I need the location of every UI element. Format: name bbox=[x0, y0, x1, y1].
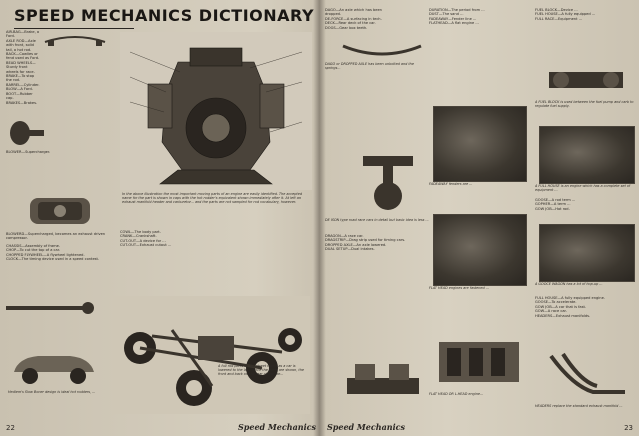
entry: BEAD WHEELS—Sturdy front wheels for race. bbox=[6, 60, 36, 74]
engine-cutaway-figure bbox=[120, 32, 312, 190]
right-page bbox=[321, 0, 639, 436]
left-footer-title: Speed Mechanics bbox=[238, 422, 316, 432]
entry: AIR-BAG—Brake, a Ford. bbox=[6, 30, 40, 39]
blower-entry bbox=[6, 150, 116, 190]
entry: CRANK—Crankshaft. bbox=[120, 234, 157, 239]
right-col1-entries bbox=[325, 8, 385, 38]
right-col1-entries-2 bbox=[325, 234, 425, 304]
fadeaway-photo bbox=[433, 106, 527, 182]
blowerd-entry: BLOWERD—Supercharged, becomes an exhaust driven compressor. bbox=[6, 232, 106, 241]
chassis-caption: A full rod parts on the street frame as a car is lowered to the last. Since the parts are shown, the front and back on the rear of the car... bbox=[218, 364, 304, 377]
entry: CUT-OUT—Exhaust cutout ... bbox=[120, 243, 172, 248]
entry: DURATION—The period from ... bbox=[429, 8, 485, 12]
entry: AXLE ROD—Axle with front, solid tail, a hot rod. bbox=[6, 38, 36, 52]
axle-figure bbox=[40, 28, 110, 52]
left-page-number: 22 bbox=[6, 424, 15, 432]
flathead-diagram bbox=[435, 334, 523, 390]
entry: FUEL BLOCK—Device ... bbox=[535, 8, 578, 12]
entry: FLATHEAD—A flat engine ... bbox=[429, 21, 479, 26]
entry: BLOWER—Supercharger. bbox=[6, 150, 51, 154]
entry: DAGO—An axle which has been dropped. bbox=[325, 8, 382, 17]
entry: FADEAWAY—Fender line ... bbox=[429, 16, 477, 21]
entry: BRAKE—To stop the rod. bbox=[6, 74, 35, 83]
fuelblock-caption: A FUEL BLOCK is used between the fuel pump and carb to regulate fuel supply. bbox=[535, 100, 634, 109]
entry: GOW JOB—A car that is fast. bbox=[535, 304, 587, 309]
entry: BACK—Cowlies or fend used as Ford. bbox=[6, 52, 40, 61]
flathead2-caption: FLAT HEAD OR L-HEAD engine... bbox=[429, 392, 484, 396]
entry: DUST—The sand ... bbox=[429, 12, 464, 17]
chassis-figure bbox=[112, 296, 310, 414]
blower-figure bbox=[24, 190, 100, 230]
entry: DECK—Rear deck of the car. bbox=[325, 21, 376, 26]
left-page bbox=[0, 0, 318, 436]
page-title: SPEED MECHANICS DICTIONARY bbox=[14, 6, 315, 25]
deisrod-caption: DE ISON type road race cars in detail but basic idea is less ... bbox=[325, 218, 429, 222]
entry: DROPPED AXLE—An axle lowered. bbox=[325, 242, 387, 247]
entry: BRAKES—Brakes. bbox=[6, 100, 38, 105]
front-axle-figure bbox=[355, 126, 421, 216]
entry: GOOSE—A rod term ... bbox=[535, 198, 576, 202]
dropped-axle-figure bbox=[339, 40, 425, 60]
right-page-number: 23 bbox=[624, 424, 633, 432]
middle-entries bbox=[120, 230, 310, 286]
entry: CHOPPED FLYWHEEL—A flywheel lightened. bbox=[6, 252, 85, 257]
flathead-caption: FLAT HEAD engines are fastened ... bbox=[429, 286, 489, 290]
entry: FUEL HOUSE—A fully equipped ... bbox=[535, 12, 596, 17]
left-column-entries-2 bbox=[6, 244, 116, 300]
full-house-photo bbox=[539, 126, 635, 184]
headers-figure bbox=[543, 346, 631, 402]
entry: FULL HOUSE—A fully equipped engine. bbox=[535, 296, 605, 300]
right-col3-entries-3 bbox=[535, 296, 635, 342]
entry: CUT-OUT—A device for ... bbox=[120, 238, 166, 243]
entry: BLOW—A Ford. bbox=[6, 87, 33, 92]
entry: DRAGSTRIP—Drag strip used for timing cars. bbox=[325, 238, 406, 243]
entry: HEADERS—Exhaust manifolds. bbox=[535, 313, 591, 318]
right-col3-entries bbox=[535, 8, 635, 44]
right-col3-entries-2 bbox=[535, 198, 635, 224]
flathead-photo bbox=[433, 214, 527, 286]
hotrod-figure bbox=[8, 346, 100, 386]
hotrod-caption: Hedlem's Slow Boner design is ideal hot rodders, ... bbox=[8, 390, 96, 394]
entry: GOOSE—To accelerate. bbox=[535, 300, 577, 305]
right-footer-title: Speed Mechanics bbox=[327, 422, 405, 432]
entry: DRAGON—A race car. bbox=[325, 234, 364, 238]
entry: DUAL SETUP—Dual intakes. bbox=[325, 247, 375, 252]
entry: GOPHER—A term ... bbox=[535, 202, 571, 207]
fuel-block-figure bbox=[539, 60, 633, 100]
entry: DE-FORCE—A surfacing in tech. bbox=[325, 16, 382, 21]
entry: FULL RACE—Equipment ... bbox=[535, 16, 583, 21]
entry: CHASSIS—Assembly of frame. bbox=[6, 244, 61, 248]
dual-intake-figure bbox=[341, 360, 425, 406]
entry: GOW—A race car. bbox=[535, 309, 567, 314]
entry: GOW JOB—Hot rod. bbox=[535, 206, 570, 211]
tool-figure bbox=[6, 300, 96, 314]
entry: BOOT—Rubber cap. bbox=[6, 91, 33, 101]
fullhouse-caption: A FULL HOUSE is an engine which has a complete set of equipment ... bbox=[535, 184, 631, 193]
entry: BARREL—Cylinder. bbox=[6, 82, 40, 87]
dropped-axle-caption: DAGO or DROPPED AXLE has been unbolted and the springs... bbox=[325, 62, 414, 71]
bolt-figure bbox=[6, 118, 46, 148]
entry: COWL—The body part. bbox=[120, 230, 161, 234]
engine-caption: In the above illustration the most important moving parts of an engine are easily identified. The accepted name for the part is shown in caps with the hot rodder's equivalent shown immediately after it. At left an exhaust manifold header and carburetor... and the parts are not sampled for rod vocabulary, however. bbox=[122, 192, 302, 205]
entry: CHOP—To cut the top of a car. bbox=[6, 248, 61, 253]
gooseneck-caption: A GOOCE WAGON has a lot of hop-up ... bbox=[535, 282, 603, 286]
fadeaway-caption: FADEAWAY fenders are ... bbox=[429, 182, 473, 186]
headers-caption: HEADERS replace the standard exhaust manifold ... bbox=[535, 404, 623, 408]
entry: CLOCK—The timing device used in a speed contest. bbox=[6, 257, 100, 262]
entry: DOGS—Gear box teeth. bbox=[325, 25, 368, 30]
goose-wagon-photo bbox=[539, 224, 635, 282]
right-col2-entries bbox=[429, 8, 529, 108]
